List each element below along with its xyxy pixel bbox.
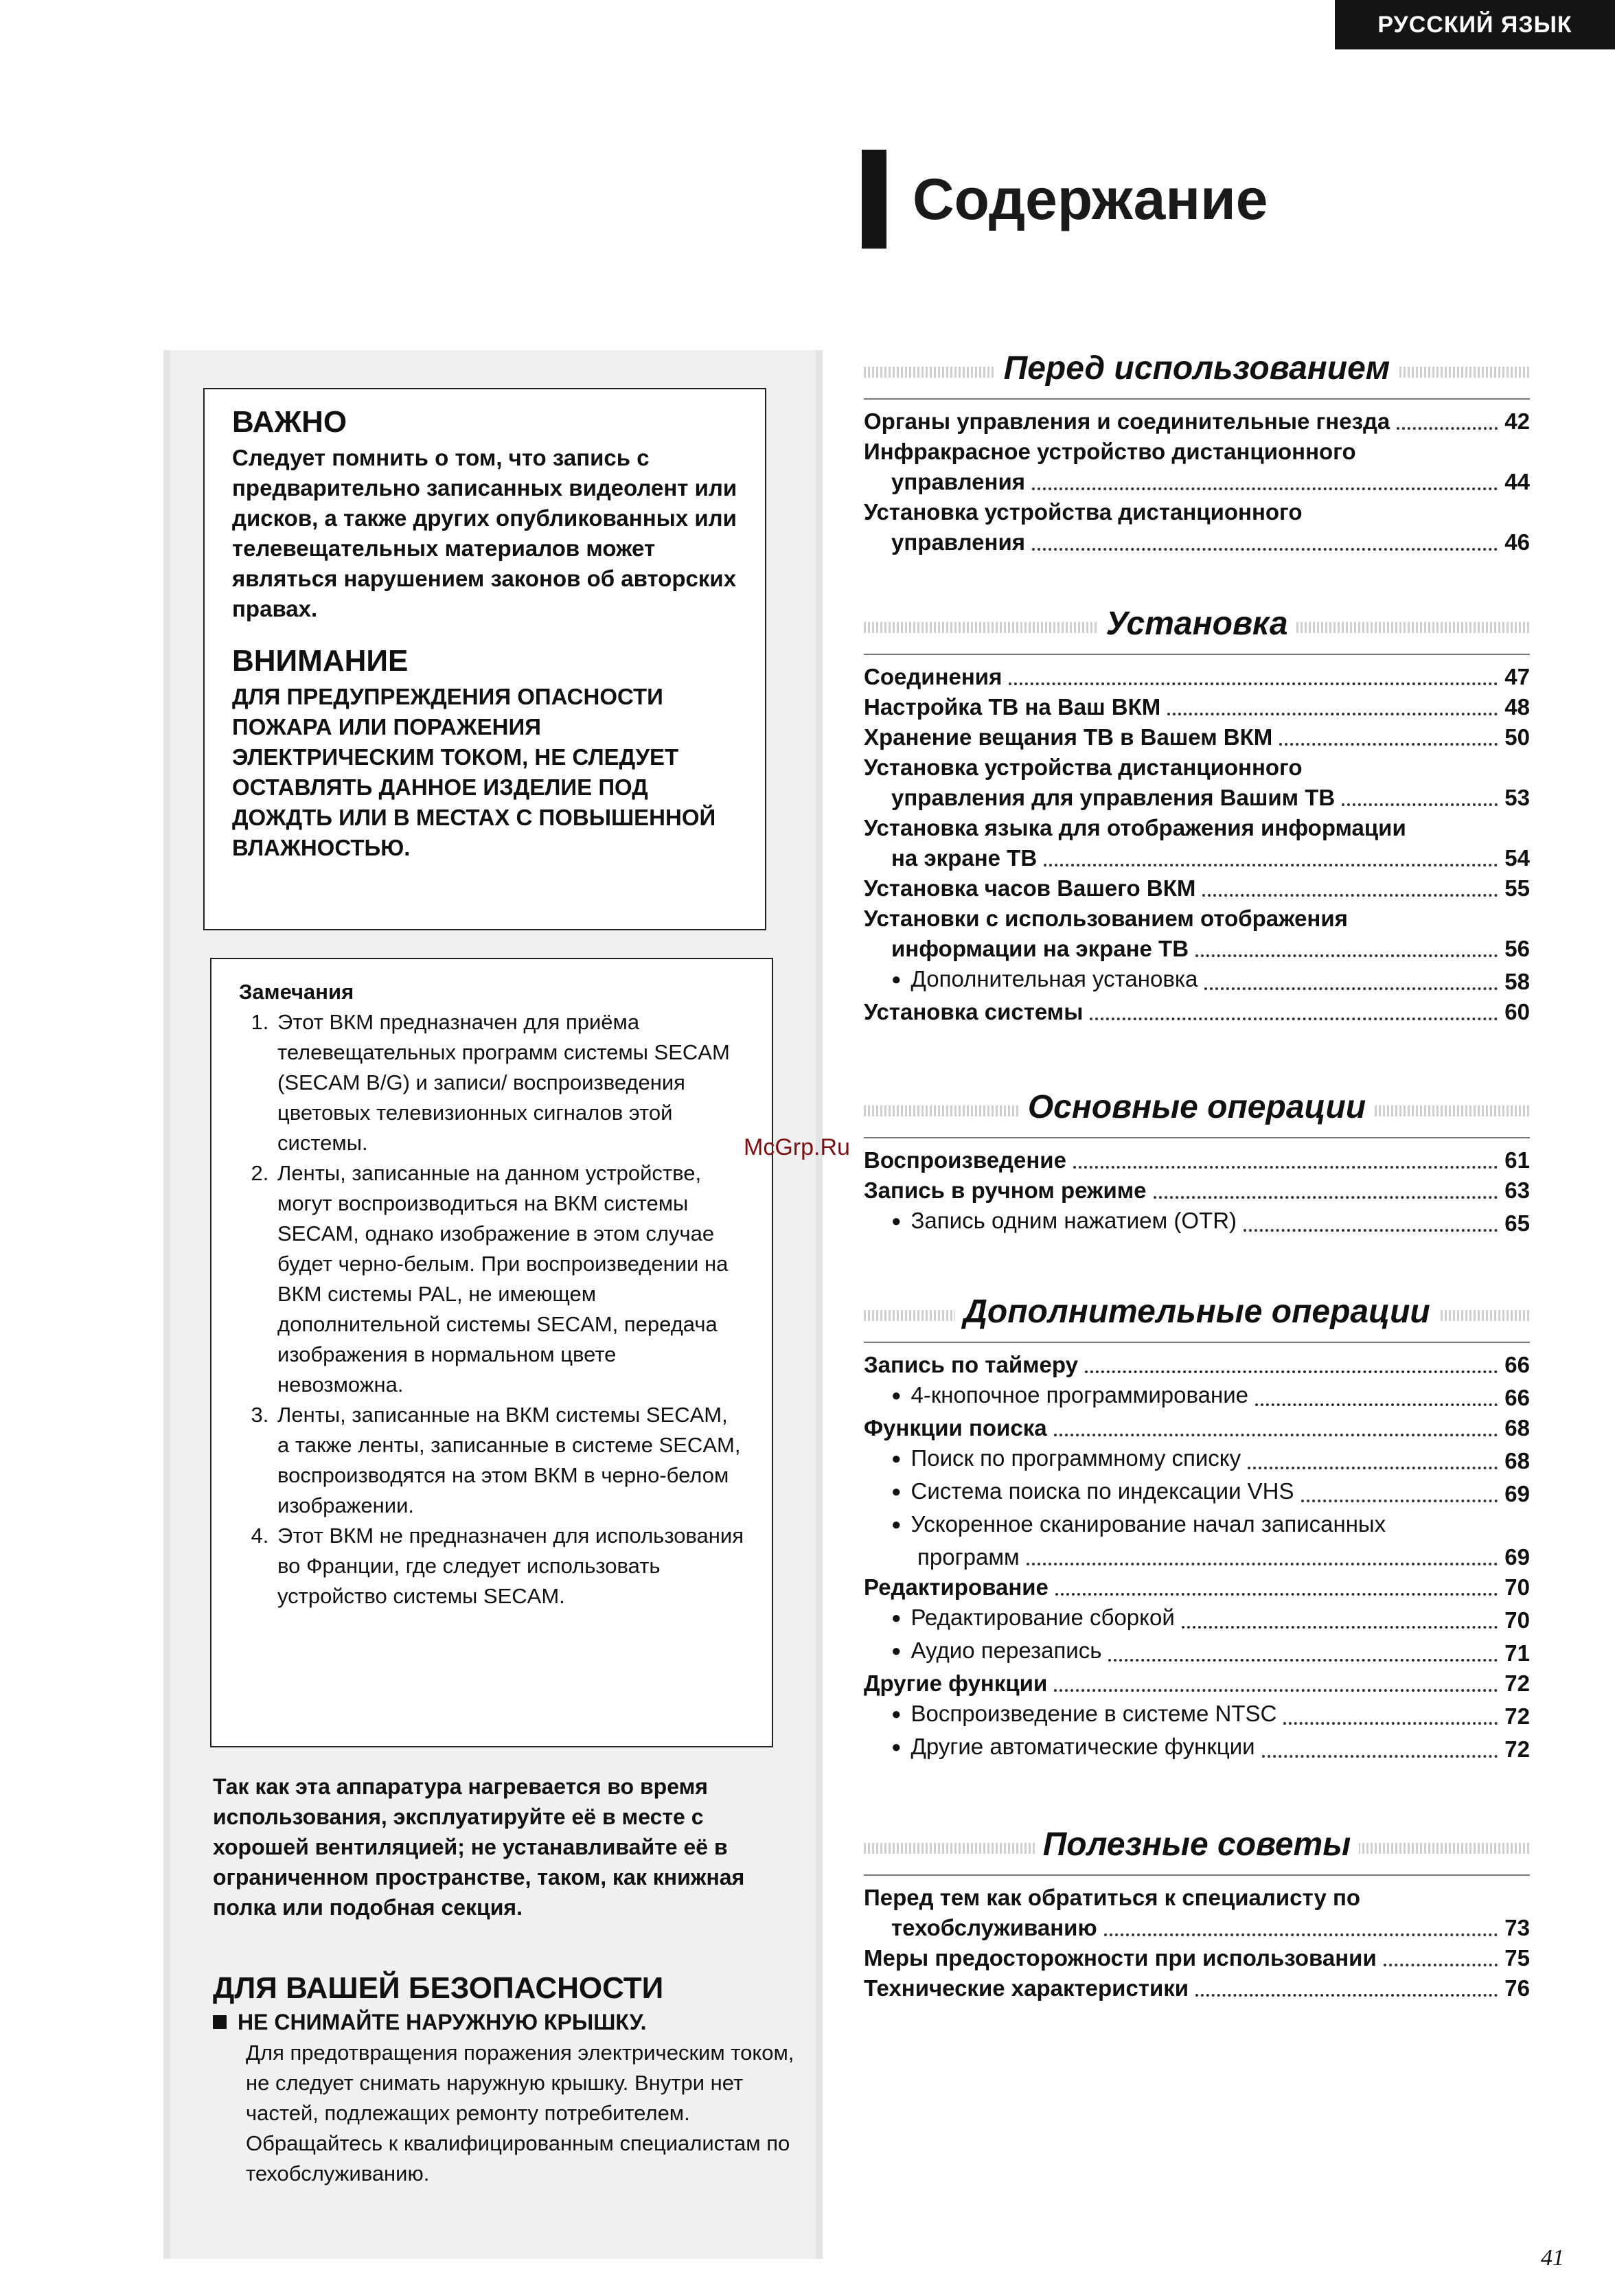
toc-entry-page: 75	[1504, 1945, 1530, 1971]
toc-entry-label: Установка часов Вашего ВКМ	[864, 875, 1196, 901]
toc-entry[interactable]	[864, 437, 1530, 467]
toc-leader-dots	[1244, 1229, 1498, 1232]
toc-entry[interactable]	[864, 904, 1530, 934]
toc-leader-dots	[1195, 954, 1498, 957]
title-bar-decoration	[862, 150, 886, 249]
toc-entry[interactable]	[864, 934, 1530, 964]
toc-entry-page: 63	[1504, 1178, 1530, 1203]
toc-entry-label: управления	[891, 469, 1026, 494]
toc-entry-page: 53	[1504, 785, 1530, 810]
toc-entry-page: 66	[1504, 1385, 1530, 1410]
safety-subheading-text: НЕ СНИМАЙТЕ НАРУЖНУЮ КРЫШКУ.	[238, 2010, 647, 2034]
toc-entry-page: 60	[1504, 999, 1530, 1024]
note-item: 4. Этот ВКМ не предназначен для использования во Франции, где следует использовать устройство системы SECAM.	[275, 1521, 744, 1611]
toc-entry-label: Другие функции	[864, 1671, 1048, 1696]
toc-entry-page: 55	[1504, 875, 1530, 901]
toc-entry-page: 48	[1504, 694, 1530, 720]
section-rule	[864, 398, 1530, 400]
warning-heading: ВНИМАНИЕ	[232, 644, 409, 678]
toc-entry[interactable]	[864, 1443, 1530, 1476]
toc-entry-label: Функции поиска	[864, 1415, 1047, 1440]
toc-entry-label: ● Система поиска по индексации VHS	[891, 1476, 1294, 1509]
toc-leader-dots	[1090, 1018, 1498, 1020]
toc-entry[interactable]	[864, 1509, 1530, 1542]
toc-leader-dots	[1397, 427, 1498, 430]
toc-leader-dots	[1032, 548, 1498, 551]
toc-entry-label: Запись по таймеру	[864, 1352, 1078, 1377]
notes-box	[210, 958, 773, 1747]
toc-entry[interactable]	[864, 1699, 1530, 1732]
toc-entry-label: управления для управления Вашим ТВ	[891, 785, 1336, 810]
toc-entry-page: 69	[1504, 1544, 1530, 1570]
toc-leader-dots	[1204, 987, 1498, 990]
toc-leader-dots	[1301, 1500, 1498, 1502]
toc-leader-dots	[1283, 1722, 1498, 1725]
toc-entry[interactable]	[864, 1603, 1530, 1635]
toc-entry-page: 42	[1504, 409, 1530, 434]
toc-entry[interactable]	[864, 1913, 1530, 1943]
toc-section-title: Дополнительные операции	[955, 1293, 1439, 1331]
toc-leader-dots	[1032, 487, 1498, 490]
toc-entry-label: Редактирование	[864, 1574, 1049, 1600]
toc-entry-page: 70	[1504, 1574, 1530, 1600]
toc-entry-page: 66	[1504, 1352, 1530, 1377]
toc-section	[864, 1082, 1530, 1239]
toc-leader-dots	[1027, 1563, 1498, 1565]
toc-leader-dots	[1342, 803, 1498, 806]
toc-section	[864, 1819, 1530, 2004]
safety-text: Для предотвращения поражения электрическим током, не следует снимать наружную крышку. Внутри нет частей, подлежащих ремонту потребителем. Обращайтесь к квалифицированным специалистам по техобслуживанию.	[246, 2041, 794, 2185]
section-rule	[864, 654, 1530, 655]
section-rule	[864, 1342, 1530, 1343]
toc-section-heading	[864, 1819, 1530, 1869]
toc-entry[interactable]	[864, 753, 1530, 783]
toc-entry[interactable]	[864, 1413, 1530, 1443]
toc-leader-dots	[1279, 743, 1498, 746]
toc-entry[interactable]	[864, 467, 1530, 497]
important-text: Следует помнить о том, что запись с предварительно записанных видеолент или дисков, а также других опубликованных или телевещательных материалов может являться нарушением законов об авторских правах.	[232, 445, 737, 621]
toc-entry-page: 72	[1504, 1736, 1530, 1762]
toc-entry-label: ● Дополнительная установка	[891, 964, 1198, 997]
toc-section-heading	[864, 1287, 1530, 1336]
toc-entry-page: 65	[1504, 1210, 1530, 1236]
toc-entry[interactable]	[864, 722, 1530, 753]
toc-entry-page: 72	[1504, 1671, 1530, 1696]
important-box	[203, 388, 766, 930]
toc-section-title: Перед использованием	[996, 349, 1399, 387]
toc-entry[interactable]	[864, 997, 1530, 1027]
toc-entry-label: Инфракрасное устройство дистанционного	[864, 439, 1356, 464]
toc-entry[interactable]	[864, 1542, 1530, 1572]
toc-leader-dots	[1154, 1196, 1498, 1199]
safety-subheading	[213, 2006, 803, 2038]
toc-entry-label: Перед тем как обратиться к специалисту по	[864, 1885, 1361, 1910]
toc-entry-label: Воспроизведение	[864, 1147, 1066, 1173]
toc-leader-dots	[1044, 864, 1498, 866]
important-heading: ВАЖНО	[232, 405, 347, 439]
toc-entry-page: 69	[1504, 1481, 1530, 1506]
toc-leader-dots	[1202, 894, 1498, 897]
toc-entry-page: 54	[1504, 845, 1530, 871]
warning-text: ДЛЯ ПРЕДУПРЕЖДЕНИЯ ОПАСНОСТИ ПОЖАРА ИЛИ ПОРАЖЕНИЯ ЭЛЕКТРИЧЕСКИМ ТОКОМ, НЕ СЛЕДУЕТ ОСТАВЛЯТЬ ДАННОЕ ИЗДЕЛИЕ ПОД ДОЖДТЬ ИЛИ В МЕСТАХ С ПОВЫШЕННОЙ ВЛАЖНОСТЬЮ.	[232, 684, 716, 860]
toc-entry-page: 70	[1504, 1607, 1530, 1633]
toc-leader-dots	[1167, 713, 1498, 715]
toc-entry-label: Установка системы	[864, 999, 1084, 1024]
toc-leader-dots	[1009, 682, 1498, 685]
toc-entry-label: информации на экране ТВ	[891, 936, 1189, 961]
toc-section	[864, 343, 1530, 558]
toc-entry[interactable]	[864, 1175, 1530, 1206]
toc-section	[864, 599, 1530, 1027]
toc-entry[interactable]	[864, 1732, 1530, 1765]
toc-leader-dots	[1384, 1964, 1498, 1966]
toc-entry[interactable]	[864, 1380, 1530, 1413]
toc-entry[interactable]	[864, 1973, 1530, 2004]
toc-section	[864, 1287, 1530, 1765]
toc-section-title: Основные операции	[1020, 1088, 1374, 1126]
toc-section-title: Установка	[1097, 605, 1296, 643]
square-bullet-icon	[213, 2015, 227, 2029]
toc-entry[interactable]	[864, 964, 1530, 997]
toc-entry[interactable]	[864, 1883, 1530, 1913]
safety-heading: ДЛЯ ВАШЕЙ БЕЗОПАСНОСТИ	[213, 1971, 664, 2005]
toc-entry[interactable]	[864, 1635, 1530, 1668]
toc-entry-label: Установка устройства дистанционного	[864, 499, 1303, 525]
toc-entry-label: техобслуживанию	[891, 1915, 1097, 1940]
note-item: 1. Этот ВКМ предназначен для приёма телевещательных программ системы SECAM (SECAM B/G) и записи/ воспроизведения цветовых телевизионных сигналов этой системы.	[275, 1007, 744, 1158]
watermark: McGrp.Ru	[744, 1134, 850, 1160]
section-rule	[864, 1874, 1530, 1876]
language-tab: РУССКИЙ ЯЗЫК	[1335, 0, 1615, 49]
toc-entry-label: программ	[917, 1544, 1020, 1570]
toc-entry[interactable]	[864, 1476, 1530, 1509]
toc-entry-label: Меры предосторожности при использовании	[864, 1945, 1377, 1971]
toc-entry-page: 61	[1504, 1147, 1530, 1173]
toc-entry[interactable]	[864, 497, 1530, 527]
toc-entry-label: Установка языка для отображения информации	[864, 815, 1406, 840]
toc-entry[interactable]	[864, 813, 1530, 843]
toc-entry[interactable]	[864, 1572, 1530, 1603]
toc-entry[interactable]	[864, 1668, 1530, 1699]
page-number: 41	[1541, 2245, 1564, 2271]
toc-entry[interactable]	[864, 873, 1530, 904]
table-of-contents	[864, 343, 1530, 2004]
toc-leader-dots	[1104, 1933, 1498, 1936]
toc-section-title: Полезные советы	[1035, 1826, 1359, 1863]
toc-leader-dots	[1248, 1467, 1498, 1469]
toc-entry[interactable]	[864, 662, 1530, 692]
toc-entry-page: 73	[1504, 1915, 1530, 1940]
toc-leader-dots	[1255, 1403, 1498, 1406]
toc-leader-dots	[1054, 1689, 1498, 1692]
toc-entry[interactable]	[864, 1943, 1530, 1973]
toc-entry-page: 58	[1504, 969, 1530, 994]
toc-entry[interactable]	[864, 1206, 1530, 1239]
section-rule	[864, 1137, 1530, 1138]
toc-entry-label: Технические характеристики	[864, 1975, 1189, 2001]
toc-entry-page: 71	[1504, 1640, 1530, 1666]
notes-list	[239, 1007, 744, 1611]
toc-section-heading	[864, 599, 1530, 648]
toc-entry[interactable]	[864, 1145, 1530, 1175]
toc-entry-label: Органы управления и соединительные гнезда	[864, 409, 1390, 434]
toc-entry-label: Запись в ручном режиме	[864, 1178, 1147, 1203]
note-item: 3. Ленты, записанные на ВКМ системы SECAM, а также ленты, записанные в системе SECAM, воспроизводятся на этом ВКМ в черно-белом изображении.	[275, 1400, 744, 1521]
toc-entry-label: ● Другие автоматические функции	[891, 1732, 1255, 1765]
toc-entry-label: Соединения	[864, 664, 1003, 689]
toc-leader-dots	[1085, 1370, 1498, 1373]
safety-section	[213, 1971, 803, 2189]
toc-entry[interactable]	[864, 843, 1530, 873]
ventilation-notice: Так как эта аппаратура нагревается во время использования, эксплуатируйте её в месте с хорошей вентиляцией; не устанавливайте её в ограниченном пространстве, таком, как книжная полка или подобная секция.	[213, 1774, 745, 1920]
toc-entry-label: ● Редактирование сборкой	[891, 1603, 1175, 1635]
toc-entry-page: 76	[1504, 1975, 1530, 2001]
toc-leader-dots	[1055, 1593, 1498, 1596]
toc-leader-dots	[1195, 1994, 1498, 1997]
toc-leader-dots	[1108, 1659, 1498, 1662]
toc-entry[interactable]	[864, 692, 1530, 722]
toc-entry-label: на экране ТВ	[891, 845, 1038, 871]
toc-entry-page: 68	[1504, 1448, 1530, 1473]
toc-entry-label: Хранение вещания ТВ в Вашем ВКМ	[864, 724, 1273, 750]
toc-entry-page: 47	[1504, 664, 1530, 689]
toc-leader-dots	[1073, 1166, 1498, 1169]
toc-entry[interactable]	[864, 783, 1530, 813]
toc-entry-label: Настройка ТВ на Ваш ВКМ	[864, 694, 1161, 720]
toc-entry-label: управления	[891, 529, 1026, 555]
toc-entry-label: Установка устройства дистанционного	[864, 755, 1303, 780]
toc-leader-dots	[1054, 1434, 1498, 1436]
toc-entry-page: 44	[1504, 469, 1530, 494]
toc-leader-dots	[1262, 1755, 1498, 1758]
toc-entry[interactable]	[864, 406, 1530, 437]
title-block	[862, 150, 1268, 249]
toc-entry-page: 72	[1504, 1703, 1530, 1729]
toc-entry[interactable]	[864, 1350, 1530, 1380]
toc-entry-label: ● 4-кнопочное программирование	[891, 1380, 1248, 1413]
toc-entry-page: 68	[1504, 1415, 1530, 1440]
toc-entry-label: ● Запись одним нажатием (OTR)	[891, 1206, 1237, 1239]
toc-entry-page: 46	[1504, 529, 1530, 555]
toc-section-heading	[864, 343, 1530, 393]
toc-entry-label: ● Поиск по программному списку	[891, 1443, 1241, 1476]
page-title: Содержание	[913, 166, 1268, 231]
notes-heading: Замечания	[239, 980, 354, 1004]
note-item: 2. Ленты, записанные на данном устройстве, могут воспроизводиться на ВКМ системы SECAM, однако изображение в этом случае будет черно-белым. При воспроизведении на ВКМ системы PAL, не имеющем дополнительной системы SECAM, передача изображения в нормальном цвете невозможна.	[275, 1158, 744, 1400]
toc-entry-label: ● Ускоренное сканирование начал записанных	[891, 1511, 1386, 1537]
toc-entry-label: Установки с использованием отображения	[864, 906, 1348, 931]
toc-entry-page: 50	[1504, 724, 1530, 750]
toc-entry-label: ● Аудио перезапись	[891, 1635, 1101, 1668]
toc-entry-page: 56	[1504, 936, 1530, 961]
toc-section-heading	[864, 1082, 1530, 1132]
toc-leader-dots	[1182, 1626, 1498, 1629]
toc-entry[interactable]	[864, 527, 1530, 558]
toc-entry-label: ● Воспроизведение в системе NTSC	[891, 1699, 1276, 1732]
